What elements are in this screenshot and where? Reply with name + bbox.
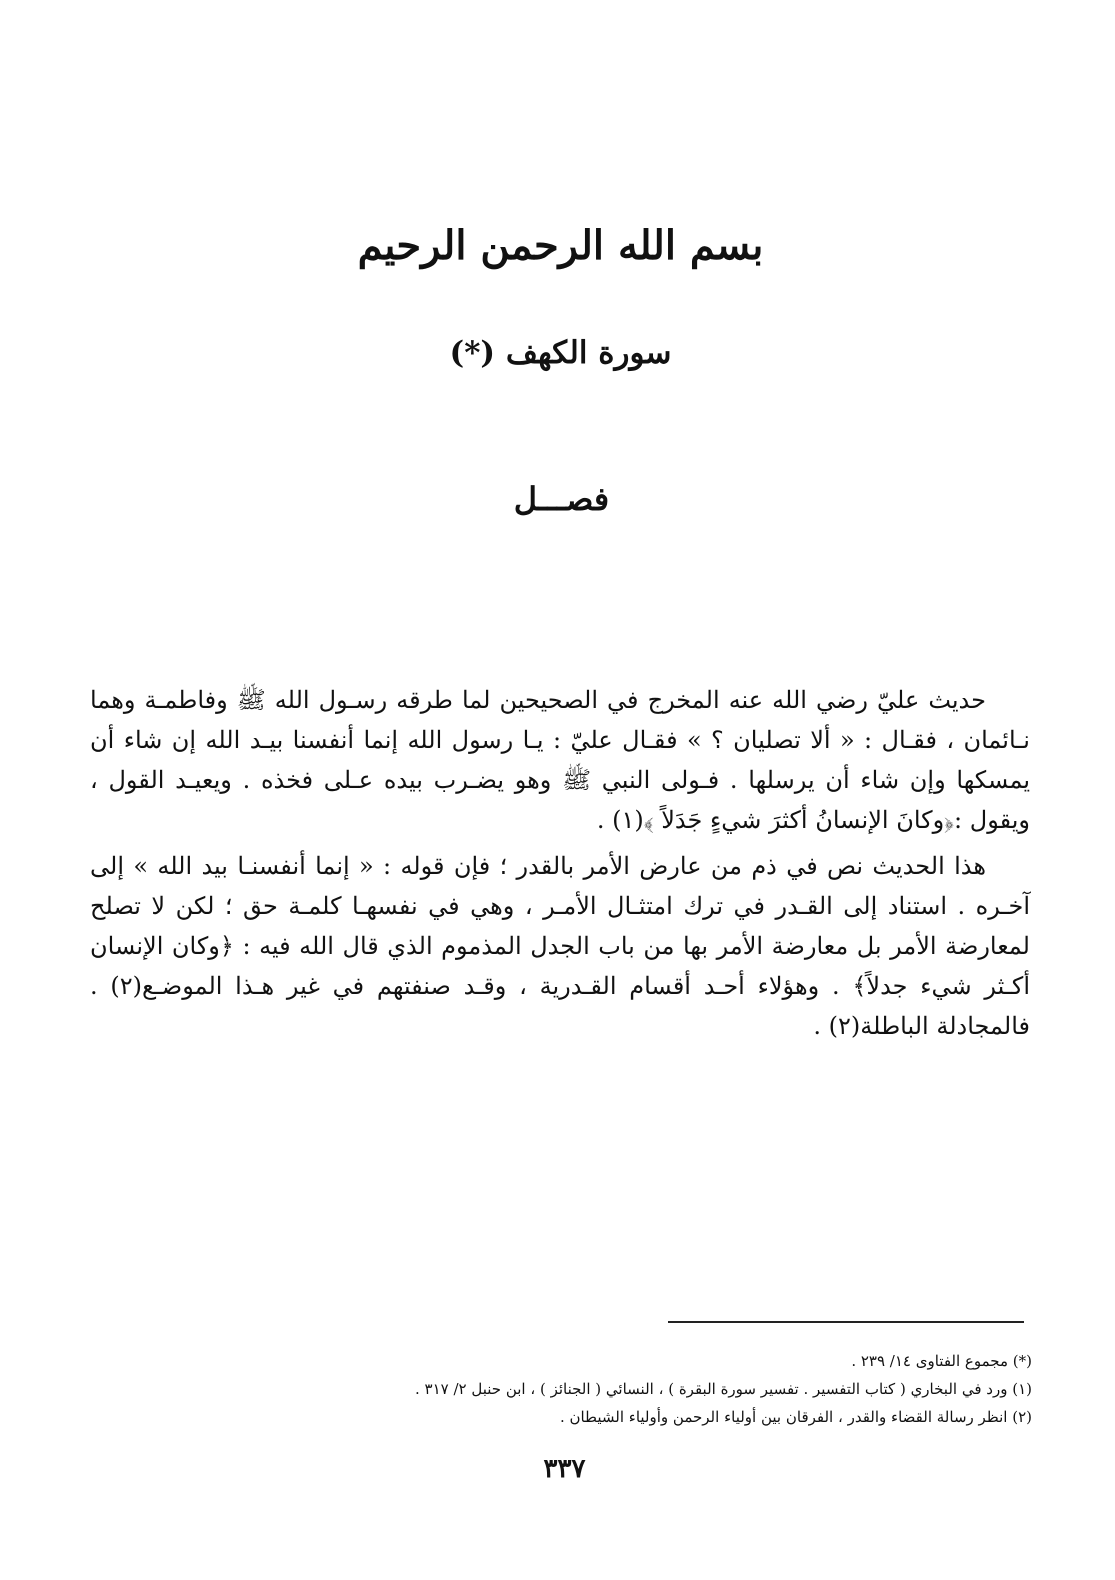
body-paragraph: حديث عليّ رضي الله عنه المخرج في الصحيحين لما طرقه رسـول الله ﷺ وفاطمـة وهما نـائمان ، فقـال : « ألا تصليان ؟ » فقـال عليّ : يـا رسول الله إنما أنفسنا بيـد الله إن شاء أن يمسكها وإن شاء أن يرسلها . فـولى النبي ﷺ وهو يضـرب بيده عـلى فخذه . ويعيـد القول ، ويقول :﴿وكانَ الإنسانُ أكثرَ شيءٍ جَدَلاً ﴾(١) . [90, 686, 1030, 834]
section-title: فصـــل [513, 480, 610, 518]
surah-title: سورة الكهف (*) [449, 335, 672, 371]
basmala-heading: بسم الله الرحمن الرحيم [357, 222, 764, 269]
footnote: (٢) انظر رسالة القضاء والقدر ، الفرقان بين أولياء الرحمن وأولياء الشيطان . [559, 1408, 1032, 1426]
footnotes [200, 1347, 1032, 1431]
footnote: (*) مجموع الفتاوى ١٤/ ٢٣٩ . [851, 1352, 1032, 1370]
footnote-divider [668, 1321, 1024, 1323]
page-number: ٣٣٧ [543, 1454, 586, 1484]
body-text [90, 680, 1030, 1052]
body-paragraph: هذا الحديث نص في ذم من عارض الأمر بالقدر ؛ فإن قوله : « إنما أنفسنـا بيد الله » إلى آخـره . استناد إلى القـدر في ترك امتثـال الأمـر ، وهي في نفسهـا كلمـة حق ؛ لكن لا تصلح لمعارضة الأمر بل معارضة الأمر بها من باب الجدل المذموم الذي قال الله فيه : ﴿وكان الإنسان أكـثر شيء جدلاً﴾ . وهؤلاء أحـد أقسام القـدرية ، وقـد صنفتهم في غير هـذا الموضـع(٢) . فالمجادلة الباطلة(٢) . [90, 852, 1031, 1040]
footnote: (١) ورد في البخاري ( كتاب التفسير . تفسير سورة البقرة ) ، النسائي ( الجنائز ) ، ابن حنبل ٢/ ٣١٧ . [414, 1380, 1032, 1398]
